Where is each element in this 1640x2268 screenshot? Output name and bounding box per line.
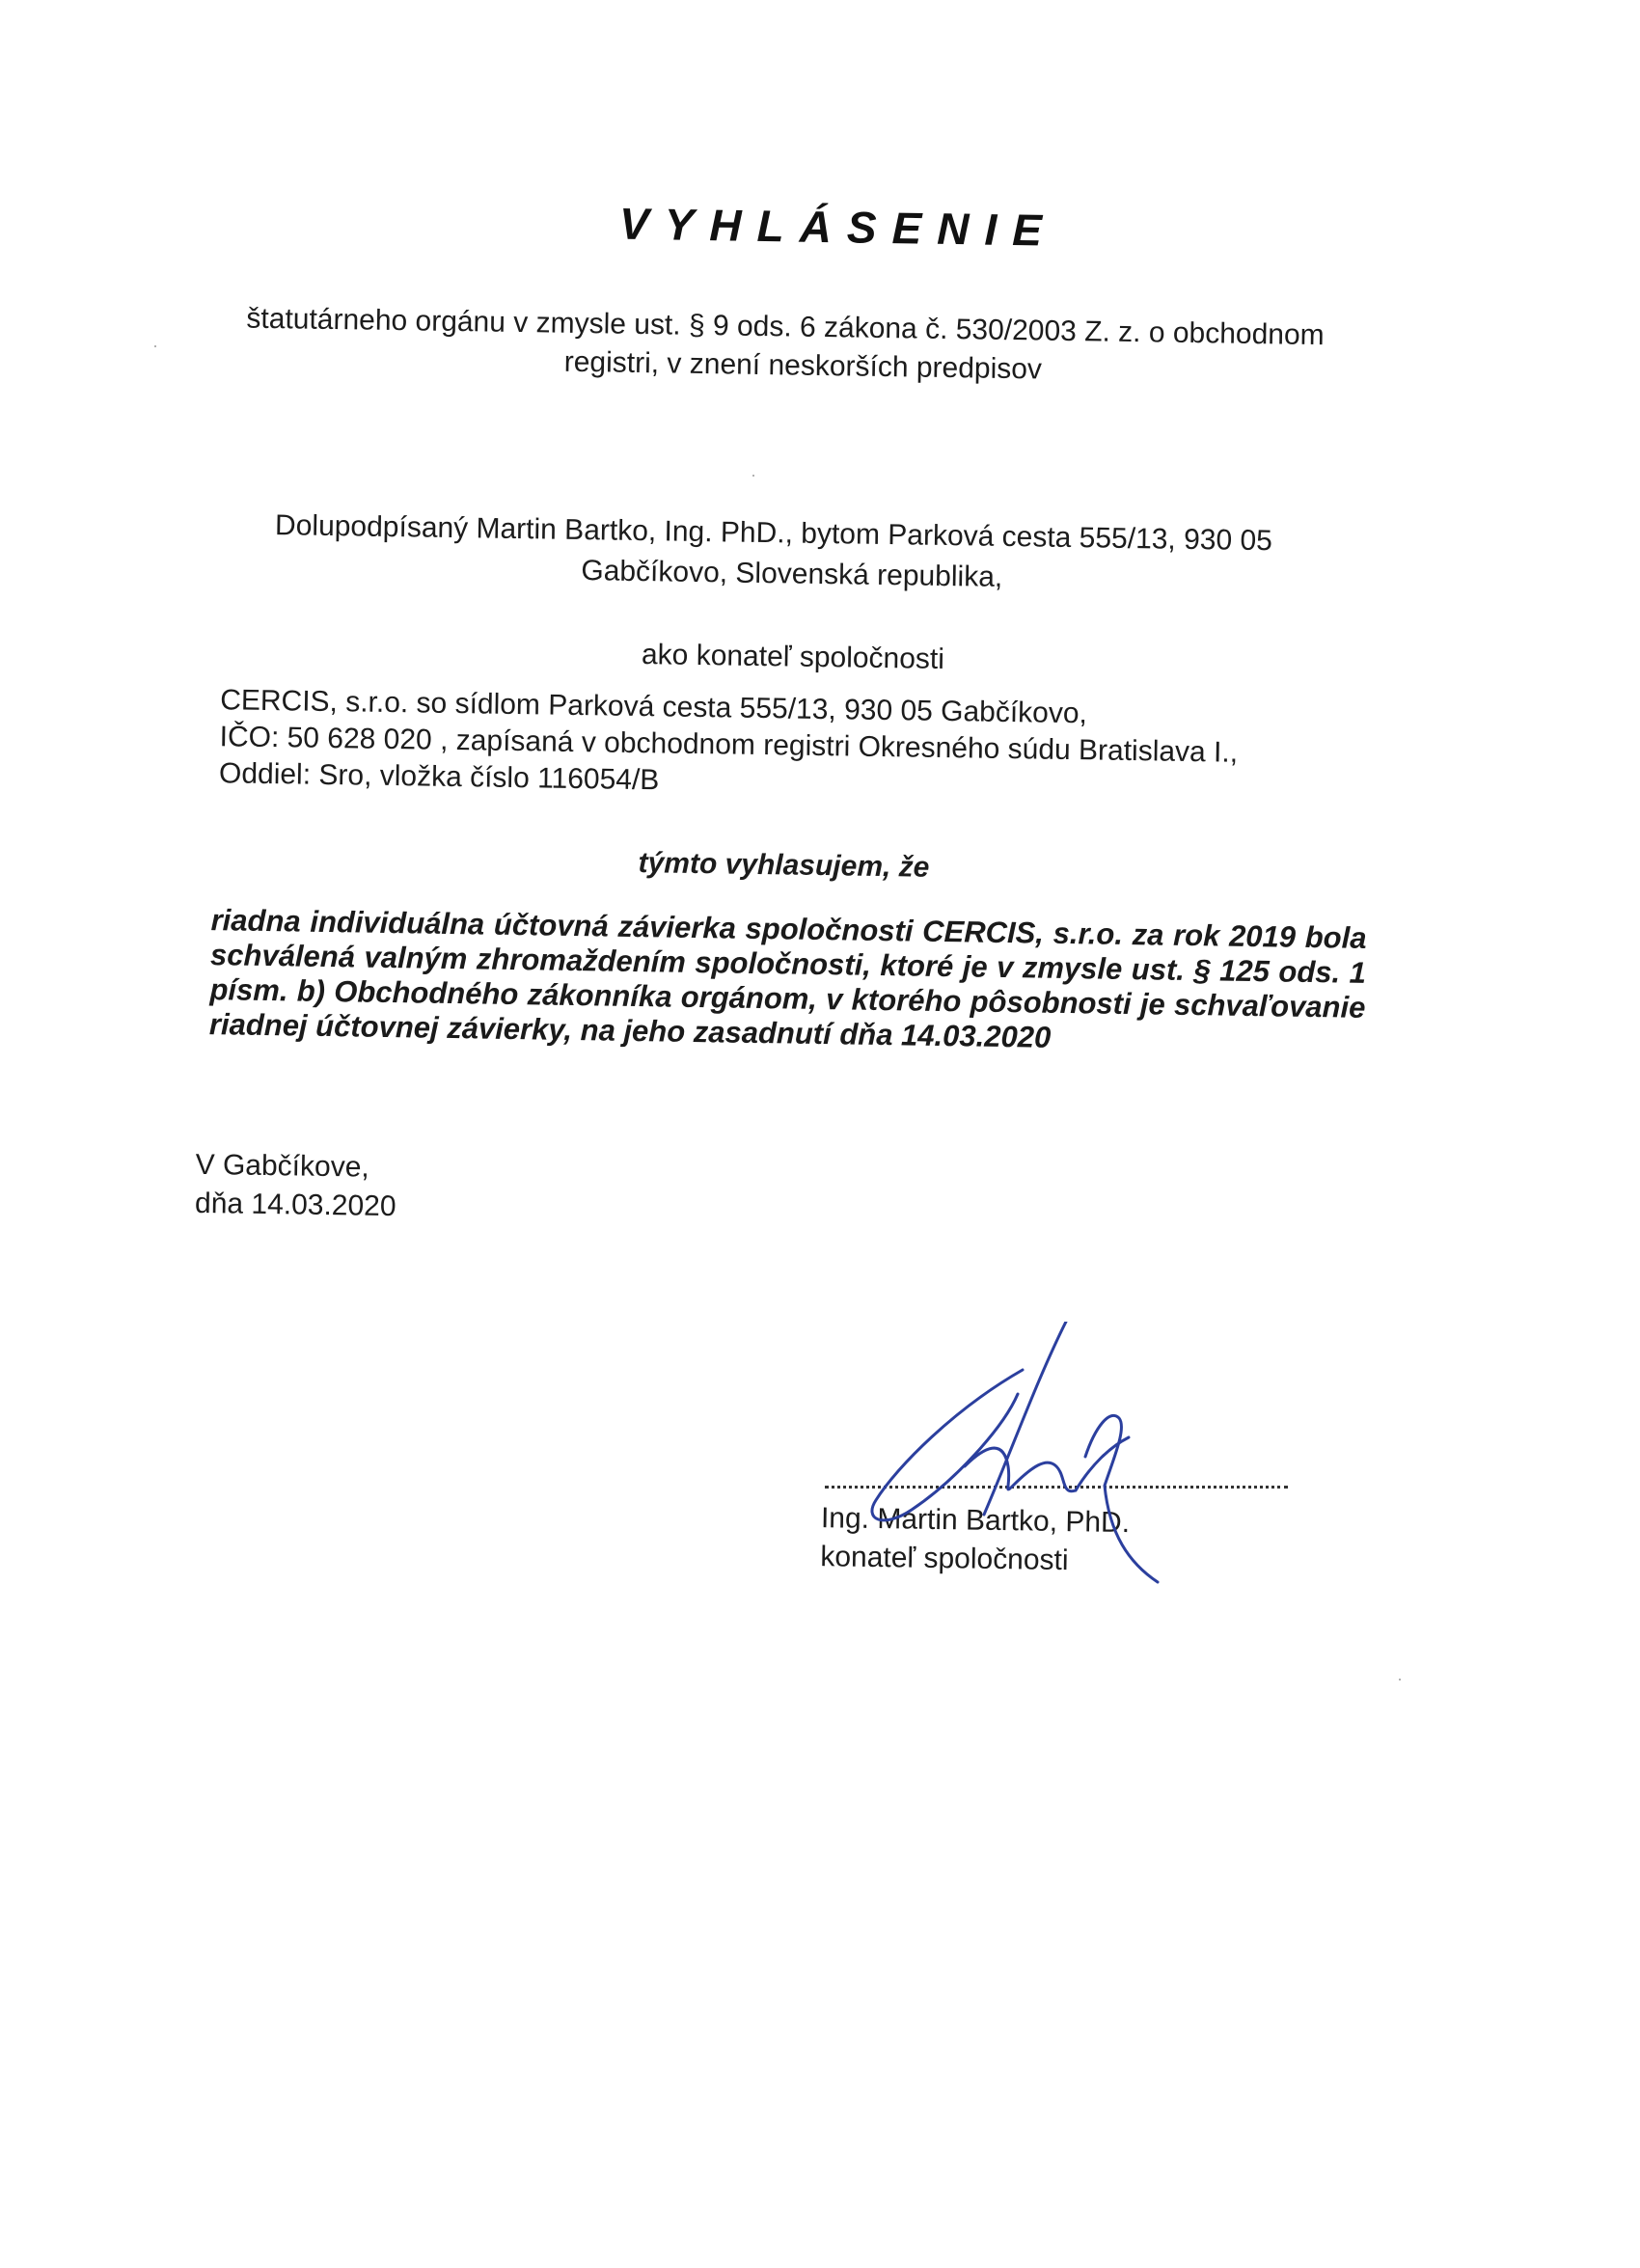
- company-line-3: Oddiel: Sro, vložka číslo 116054/B: [218, 757, 660, 797]
- declaration-paragraph: riadna individuálna účtovná závierka spoločnosti CERCIS, s.r.o. za rok 2019 bola schválená valným zhromaždením spoločnosti, ktoré je v zmysle ust. § 125 ods. 1 písm. b) Obchodného zákonníka orgánom, v ktorého pôsobnosti je schvaľovanie riadnej účtovnej závierky, na jeho zasadnutí dňa 14.03.2020: [208, 903, 1367, 1054]
- place-line: V Gabčíkove,: [195, 1148, 369, 1184]
- intro-line-2: Gabčíkovo, Slovenská republika,: [581, 555, 1003, 593]
- scan-speck: [1399, 1679, 1401, 1681]
- signer-name: Ing. Martin Bartko, PhD.: [820, 1502, 1131, 1540]
- document-title: VYHLÁSENIE: [618, 198, 1058, 256]
- company-line-2: IČO: 50 628 020 , zapísaná v obchodnom registri Okresného súdu Bratislava I.,: [219, 721, 1239, 769]
- role-line: ako konateľ spoločnosti: [641, 639, 945, 675]
- handwritten-signature: [820, 1322, 1302, 1611]
- subtitle-line-1: štatutárneho orgánu v zmysle ust. § 9 ods. 6 zákona č. 530/2003 Z. z. o obchodnom: [246, 302, 1325, 352]
- scan-speck: [154, 345, 156, 347]
- scan-speck: [752, 475, 754, 477]
- signer-role: konateľ spoločnosti: [820, 1541, 1069, 1577]
- company-line-1: CERCIS, s.r.o. so sídlom Parková cesta 555/13, 930 05 Gabčíkovo,: [219, 684, 1088, 730]
- intro-line-1: Dolupodpísaný Martin Bartko, Ing. PhD., bytom Parková cesta 555/13, 930 05: [274, 509, 1273, 558]
- subtitle-line-2: registri, v znení neskorších predpisov: [563, 345, 1043, 386]
- declare-line: týmto vyhlasujem, že: [638, 847, 930, 884]
- date-line: dňa 14.03.2020: [194, 1187, 396, 1223]
